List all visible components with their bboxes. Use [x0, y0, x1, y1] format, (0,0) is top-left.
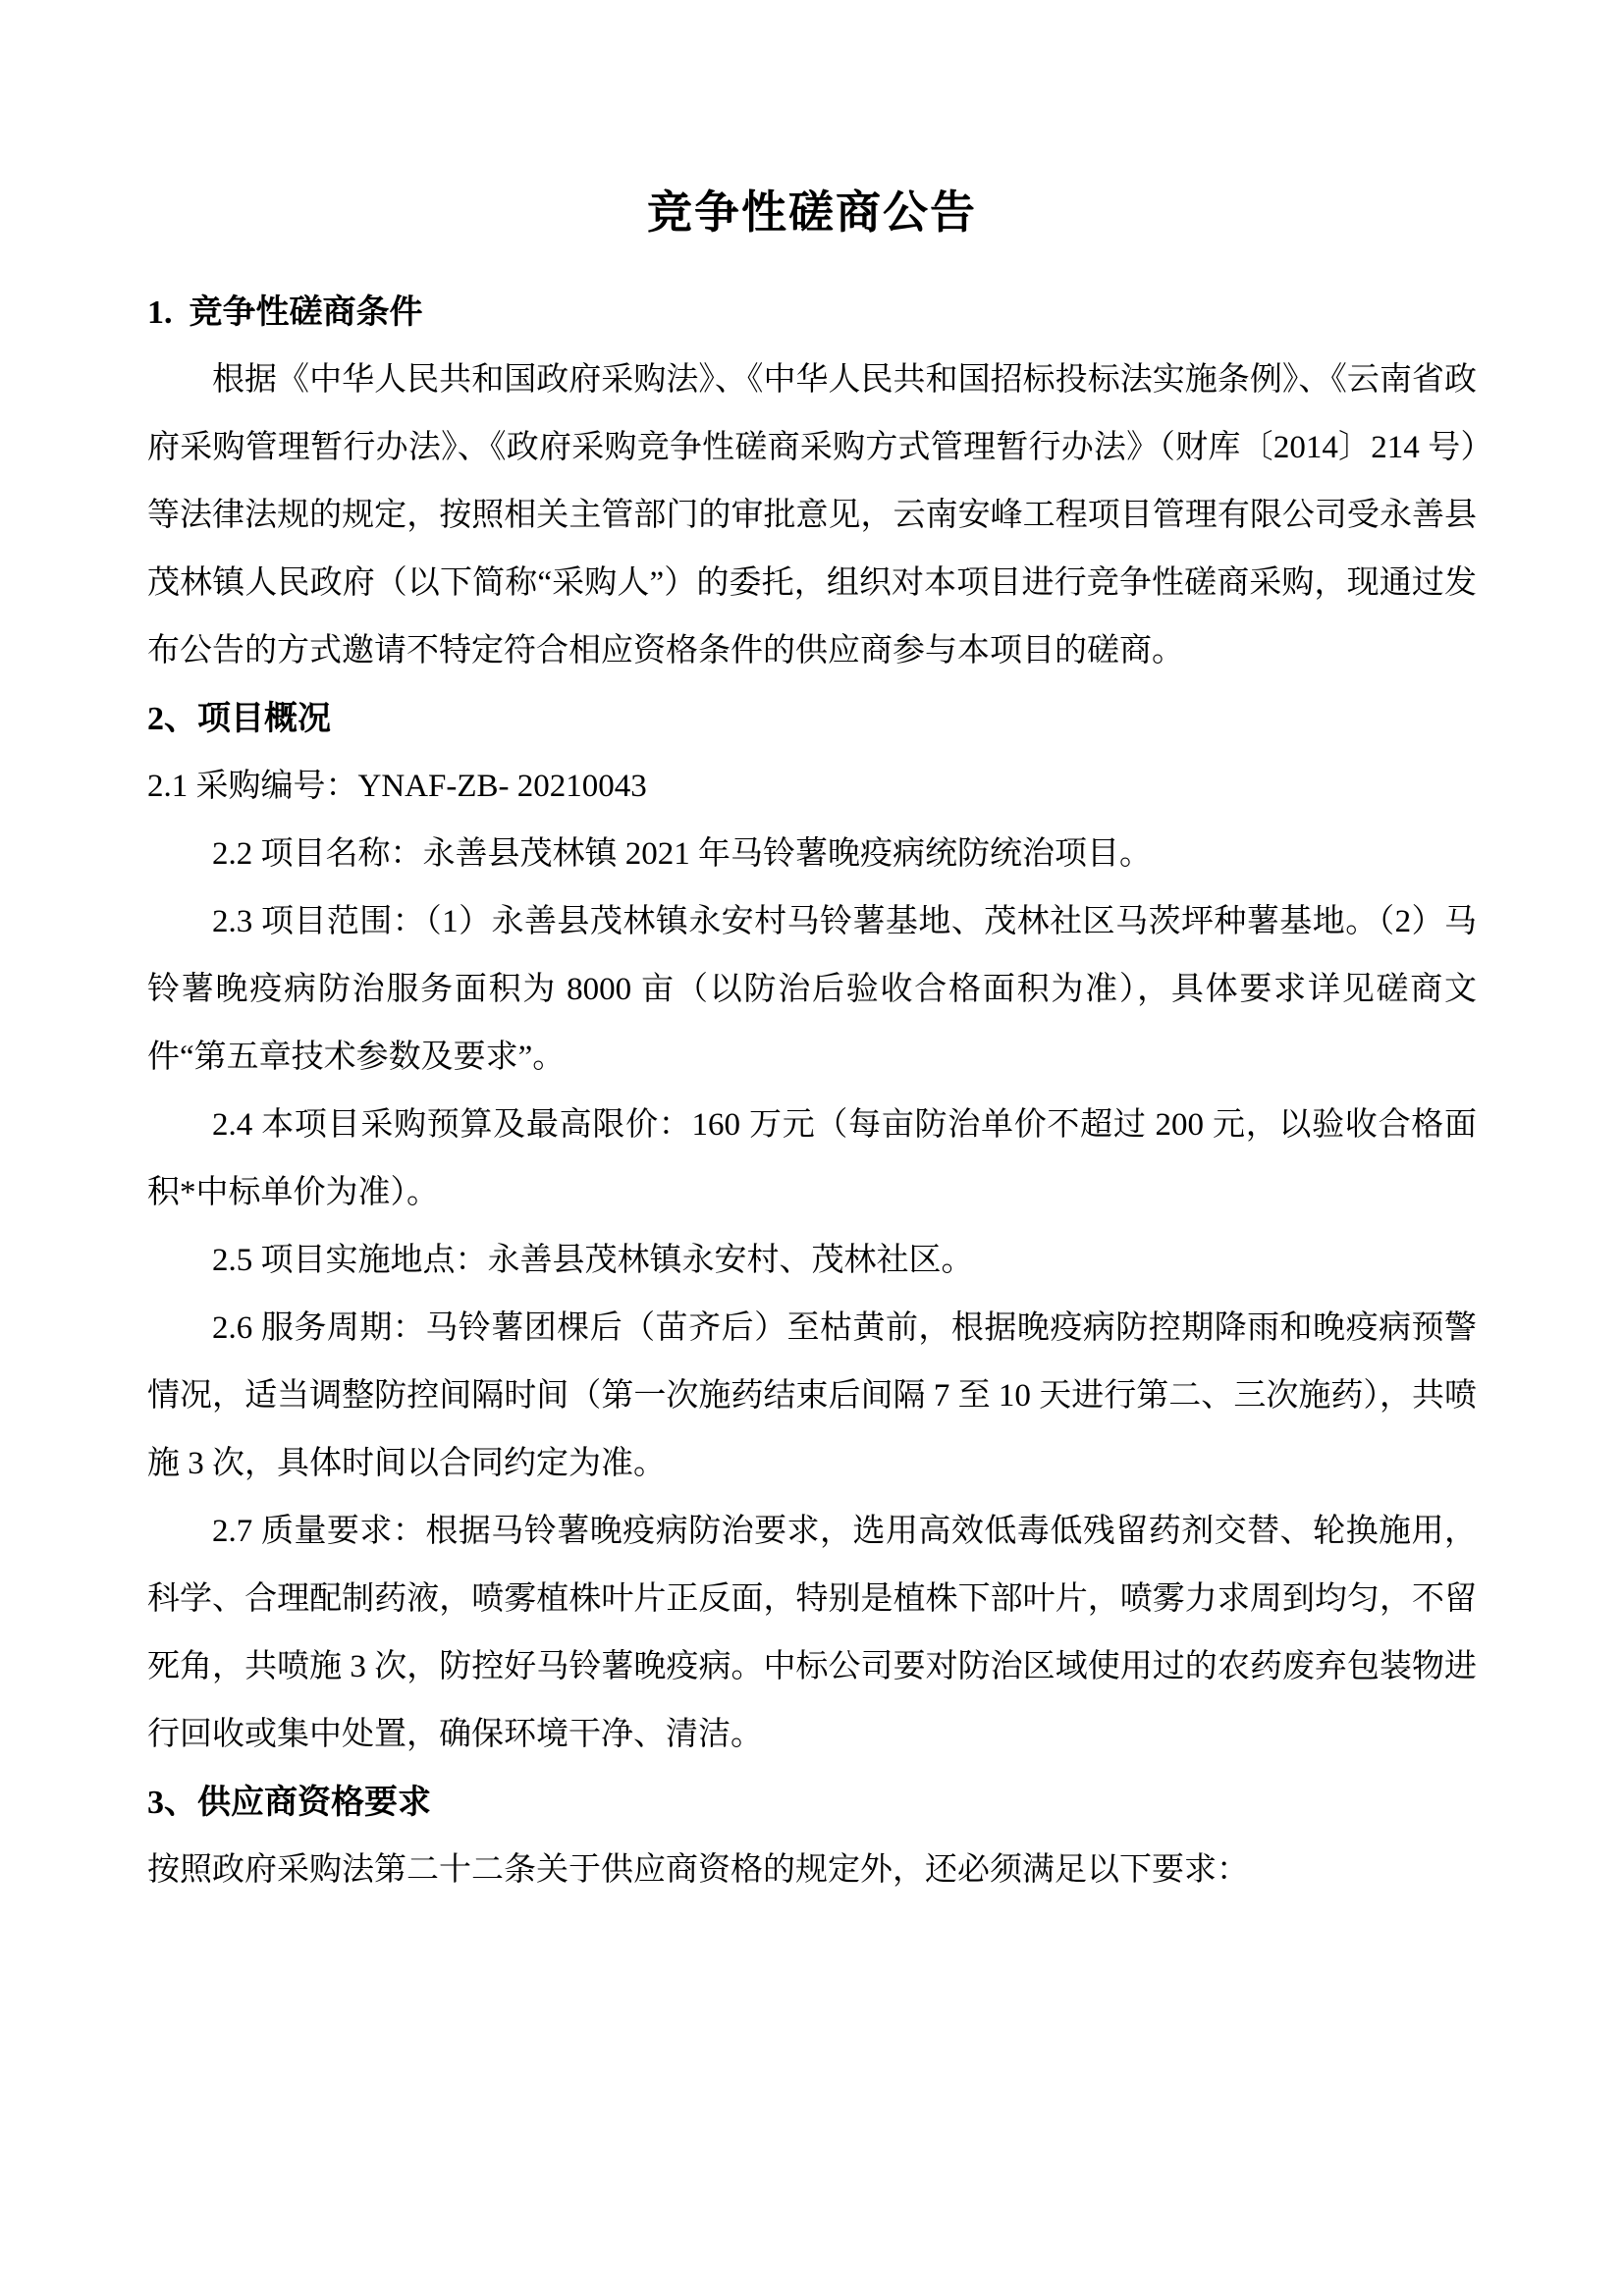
section-3-paragraph: 按照政府采购法第二十二条关于供应商资格的规定外，还必须满足以下要求： — [147, 1852, 1249, 1888]
paragraph-2-4-budget-max-price: 2.4 本项目采购预算及最高限价：160 万元（每亩防治单价不超过 200 元，以验收合格面积*中标单价为准）。 — [147, 1107, 1477, 1210]
paragraph-2-2-project-name: 2.2 项目名称：永善县茂林镇 2021 年马铃薯晚疫病统防统治项目。 — [212, 836, 1152, 872]
section-heading-2: 2、项目概况 — [147, 701, 331, 737]
paragraph-2-3-project-scope: 2.3 项目范围：（1）永善县茂林镇永安村马铃薯基地、茂林社区马茨坪种薯基地。（2）马铃薯晚疫病防治服务面积为 8000 亩（以防治后验收合格面积为准），具体要求详见磋商文件“第五章技术参数及要求”。 — [147, 904, 1477, 1075]
paragraph-2-6-service-period: 2.6 服务周期：马铃薯团棵后（苗齐后）至枯黄前，根据晚疫病防控期降雨和晚疫病预警情况，适当调整防控间隔时间（第一次施药结束后间隔 7 至 10 天进行第二、三次施药），共喷施 3 次，具体时间以合同约定为准。 — [147, 1310, 1477, 1481]
section-1-paragraph: 根据《中华人民共和国政府采购法》、《中华人民共和国招标投标法实施条例》、《云南省政府采购管理暂行办法》、《政府采购竞争性磋商采购方式管理暂行办法》（财库〔2014〕214 号）等法律法规的规定，按照相关主管部门的审批意见，云南安峰工程项目管理有限公司受永善县茂林镇人民政府（以下简称“采购人”）的委托，组织对本项目进行竞争性磋商采购，现通过发布公告的方式邀请不特定符合相应资格条件的供应商参与本项目的磋商。 — [147, 362, 1477, 668]
document-content — [147, 183, 1477, 1904]
paragraph-2-7-quality-requirements: 2.7 质量要求：根据马铃薯晚疫病防治要求，选用高效低毒低残留药剂交替、轮换施用，科学、合理配制药液，喷雾植株叶片正反面，特别是植株下部叶片，喷雾力求周到均匀，不留死角，共喷施 3 次，防控好马铃薯晚疫病。中标公司要对防治区域使用过的农药废弃包装物进行回收或集中处置，确保环境干净、清洁。 — [147, 1514, 1477, 1752]
section-heading-1: 1. 竞争性磋商条件 — [147, 294, 423, 331]
paragraph-2-1-procurement-number: 2.1 采购编号：YNAF-ZB- 20210043 — [147, 769, 647, 804]
document-title: 竞争性磋商公告 — [647, 187, 977, 238]
paragraph-2-5-project-location: 2.5 项目实施地点：永善县茂林镇永安村、茂林社区。 — [212, 1243, 974, 1278]
section-heading-3: 3、供应商资格要求 — [147, 1785, 431, 1821]
